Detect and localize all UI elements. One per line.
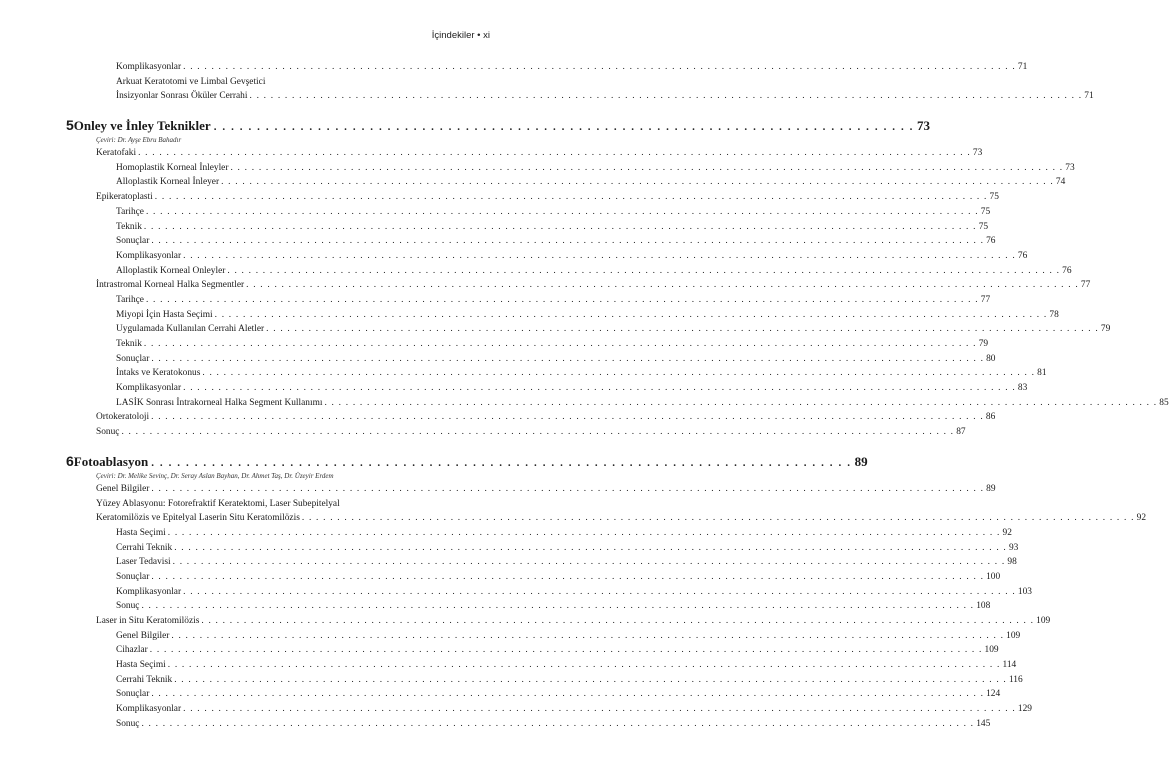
toc-entry-page: 103 [1017,586,1032,597]
toc-entry-label: İntrastromal Korneal Halka Segmentler [96,280,245,291]
toc-entry-page: 76 [986,236,996,247]
dot-leader [151,687,984,702]
dot-leader [246,278,1079,293]
toc-entry-page: 77 [1080,280,1091,291]
toc-entry[interactable] [66,264,1072,279]
dot-leader [168,658,1001,673]
toc-entry-label: Laser Tedavisi [116,557,171,568]
dot-leader [151,482,984,497]
toc-entry-label: Hasta Seçimi [116,660,166,671]
toc-entry-label: Keratomilözis ve Epitelyal Laserin Situ Keratomilözis [96,513,300,524]
table-of-contents [66,60,1169,732]
toc-entry-page: 77 [980,294,991,305]
toc-entry-label: İntaks ve Keratokonus [116,368,201,379]
toc-entry-page: 124 [986,689,1001,700]
toc-entry-page: 87 [956,427,966,438]
toc-entry[interactable] [66,175,1066,190]
toc-entry-label: Uygulamada Kullanılan Cerrahi Aletler [116,324,265,335]
toc-entry[interactable] [66,293,991,308]
dot-leader [266,322,1099,337]
running-head: İçindekiler • xi [431,30,490,41]
toc-entry-label: Keratofaki [96,148,137,159]
toc-entry-label: Genel Bilgiler [116,630,170,641]
dot-leader [168,526,1001,541]
toc-entry-page: 83 [1017,383,1028,394]
toc-entry-page: 85 [1159,397,1169,408]
dot-leader [227,264,1060,279]
toc-entry-label: Komplikasyonlar [116,250,182,261]
toc-entry-page: 109 [1006,630,1021,641]
toc-entry[interactable] [66,161,1075,176]
dot-leader [150,643,983,658]
dot-leader [171,629,1004,644]
dot-leader [151,352,984,367]
toc-entry-label: Sonuç [116,718,140,729]
toc-entry[interactable] [66,629,1021,644]
toc-entry-page: 108 [976,601,991,612]
toc-entry-label: Epikeratoplasti [96,192,153,203]
chapter-page: 73 [917,118,931,134]
toc-entry-page: 98 [1007,557,1017,568]
toc-entry-page: 145 [976,718,991,729]
chapter-title: Fotoablasyon [73,453,149,469]
dot-leader [151,454,851,473]
toc-entry-label: Sonuçlar [116,571,150,582]
toc-entry[interactable] [66,702,1032,717]
toc-entry[interactable] [66,278,1091,293]
dot-leader [201,614,1034,629]
dot-leader [221,175,1054,190]
dot-leader [183,381,1016,396]
toc-entry-page: 78 [1049,309,1059,320]
toc-entry-page: 93 [1008,542,1019,553]
toc-entry-page: 75 [989,192,999,203]
toc-entry[interactable] [66,541,1019,556]
toc-entry[interactable] [66,234,996,249]
toc-entry[interactable] [66,687,1001,702]
dot-leader [202,366,1035,381]
dot-leader [144,337,977,352]
toc-entry-line: Arkuat Keratotomi ve Limbal Gevşetici [116,76,266,87]
chapter-number: 5 [66,117,74,134]
toc-entry-page: 114 [1002,660,1017,671]
toc-entry[interactable] [66,89,1094,104]
toc-entry-page: 100 [986,571,1001,582]
toc-entry[interactable] [66,322,1111,337]
toc-entry[interactable] [66,717,991,732]
dot-leader [173,555,1006,570]
toc-entry-label: Teknik [116,339,142,349]
chapter-translator: Çeviri: Dr. Melike Sevinç, Dr. Seray Aslan Bayhan, Dr. Ahmet Taş, Dr. Üzeyir Erdem [96,471,334,480]
toc-entry-label: Komplikasyonlar [116,383,182,394]
chapter-title: Onley ve İnley Teknikler [73,118,211,134]
toc-entry[interactable] [66,570,1001,585]
toc-entry-label: Genel Bilgiler [96,483,150,494]
dot-leader [324,396,1157,411]
toc-entry-label: Komplikasyonlar [116,62,182,72]
dot-leader [183,60,1016,75]
dot-leader [249,89,1082,104]
dot-leader [138,146,971,161]
toc-entry[interactable] [66,352,996,367]
toc-entry-page: 86 [985,412,996,423]
toc-entry-label: Alloplastik Korneal Onleyler [116,265,226,276]
toc-entry[interactable] [66,146,983,161]
toc-entry[interactable] [66,555,1017,570]
chapter-heading[interactable] [66,116,931,135]
toc-entry-label: Sonuçlar [116,353,150,364]
toc-entry-page: 129 [1017,704,1032,715]
toc-entry[interactable] [66,526,1012,541]
toc-entry-page: 109 [984,645,999,656]
toc-entry-label: Sonuçlar [116,236,150,247]
dot-leader [174,541,1007,556]
toc-entry[interactable] [66,410,996,425]
toc-entry-page: 73 [1065,162,1075,173]
toc-entry-label: Tarihçe [116,206,144,217]
toc-entry[interactable] [66,337,989,352]
toc-entry-page: 71 [1017,62,1028,72]
toc-entry-label: Komplikasyonlar [116,704,182,715]
toc-entry-label: Alloplastik Korneal İnleyer [116,177,220,188]
dot-leader [121,425,954,440]
toc-entry-label: Cihazlar [116,645,148,656]
dot-leader [174,673,1007,688]
chapter-translator: Çeviri: Dr. Ayşe Ebru Bahadır [96,136,182,145]
toc-entry-label: LASİK Sonrası İntrakorneal Halka Segment Kullanımı [116,397,323,408]
toc-entry-label: Laser in Situ Keratomilözis [96,616,200,626]
chapter-heading[interactable] [66,452,868,471]
toc-entry-page: 76 [1062,265,1072,276]
toc-entry-page: 80 [986,353,996,364]
dot-leader [183,702,1016,717]
toc-entry-page: 75 [980,206,991,217]
toc-entry[interactable] [66,673,1023,688]
toc-entry[interactable] [66,308,1059,323]
dot-leader [183,249,1016,264]
dot-leader [146,293,979,308]
toc-entry-page: 76 [1017,250,1028,261]
toc-entry[interactable] [66,658,1017,673]
toc-entry-page: 109 [1036,616,1051,626]
toc-entry[interactable] [66,220,989,235]
toc-entry-page: 116 [1008,674,1023,685]
toc-entry-label: Hasta Seçimi [116,527,166,538]
toc-entry-label: Cerrahi Teknik [116,542,173,553]
toc-entry-page: 73 [972,148,983,159]
toc-entry-label: Cerrahi Teknik [116,674,173,685]
toc-entry-label: Sonuç [96,427,120,438]
toc-entry[interactable] [66,599,991,614]
toc-entry-page: 71 [1084,91,1094,102]
toc-entry-page: 89 [986,483,996,494]
toc-entry-label: Ortokeratoloji [96,412,150,423]
dot-leader [230,161,1063,176]
toc-entry[interactable] [66,396,1169,411]
toc-entry-label: İnsizyonlar Sonrası Öküler Cerrahi [116,91,248,102]
toc-entry[interactable] [66,249,1028,264]
toc-entry-line: Yüzey Ablasyonu: Fotorefraktif Keratektomi, Laser Subepitelyal [96,498,340,509]
dot-leader [215,308,1048,323]
dot-leader [146,205,979,220]
toc-entry-page: 92 [1002,527,1012,538]
toc-entry-label: Teknik [116,221,142,232]
toc-entry-label: Sonuçlar [116,689,150,700]
toc-entry-page: 74 [1055,177,1066,188]
toc-entry-label: Miyopi İçin Hasta Seçimi [116,309,213,320]
chapter-number: 6 [66,452,74,469]
dot-leader [141,599,974,614]
toc-entry[interactable] [66,482,996,497]
dot-leader [151,234,984,249]
toc-entry-label: Sonuç [116,601,140,612]
toc-entry[interactable] [66,614,1051,629]
dot-leader [144,220,977,235]
toc-entry[interactable] [66,511,1147,526]
dot-leader [155,190,988,205]
toc-entry-page: 92 [1136,513,1147,524]
toc-entry[interactable] [66,585,1032,600]
chapter-page: 89 [854,453,868,469]
dot-leader [151,570,984,585]
dot-leader [141,717,974,732]
toc-entry[interactable] [66,190,999,205]
toc-entry[interactable] [66,643,999,658]
toc-entry[interactable] [66,381,1028,396]
dot-leader [302,511,1135,526]
dot-leader [183,585,1016,600]
toc-entry[interactable] [66,366,1047,381]
toc-entry-label: Tarihçe [116,294,144,305]
toc-entry-label: Komplikasyonlar [116,586,182,597]
dot-leader [151,410,984,425]
dot-leader [214,118,914,137]
toc-entry-page: 75 [978,221,989,232]
toc-entry-page: 79 [1100,324,1111,335]
toc-entry[interactable] [66,425,966,440]
toc-entry[interactable] [66,60,1028,75]
toc-entry[interactable] [66,205,991,220]
toc-entry-label: Homoplastik Korneal İnleyler [116,162,229,173]
toc-entry-page: 81 [1037,368,1047,379]
toc-entry-page: 79 [978,339,989,349]
